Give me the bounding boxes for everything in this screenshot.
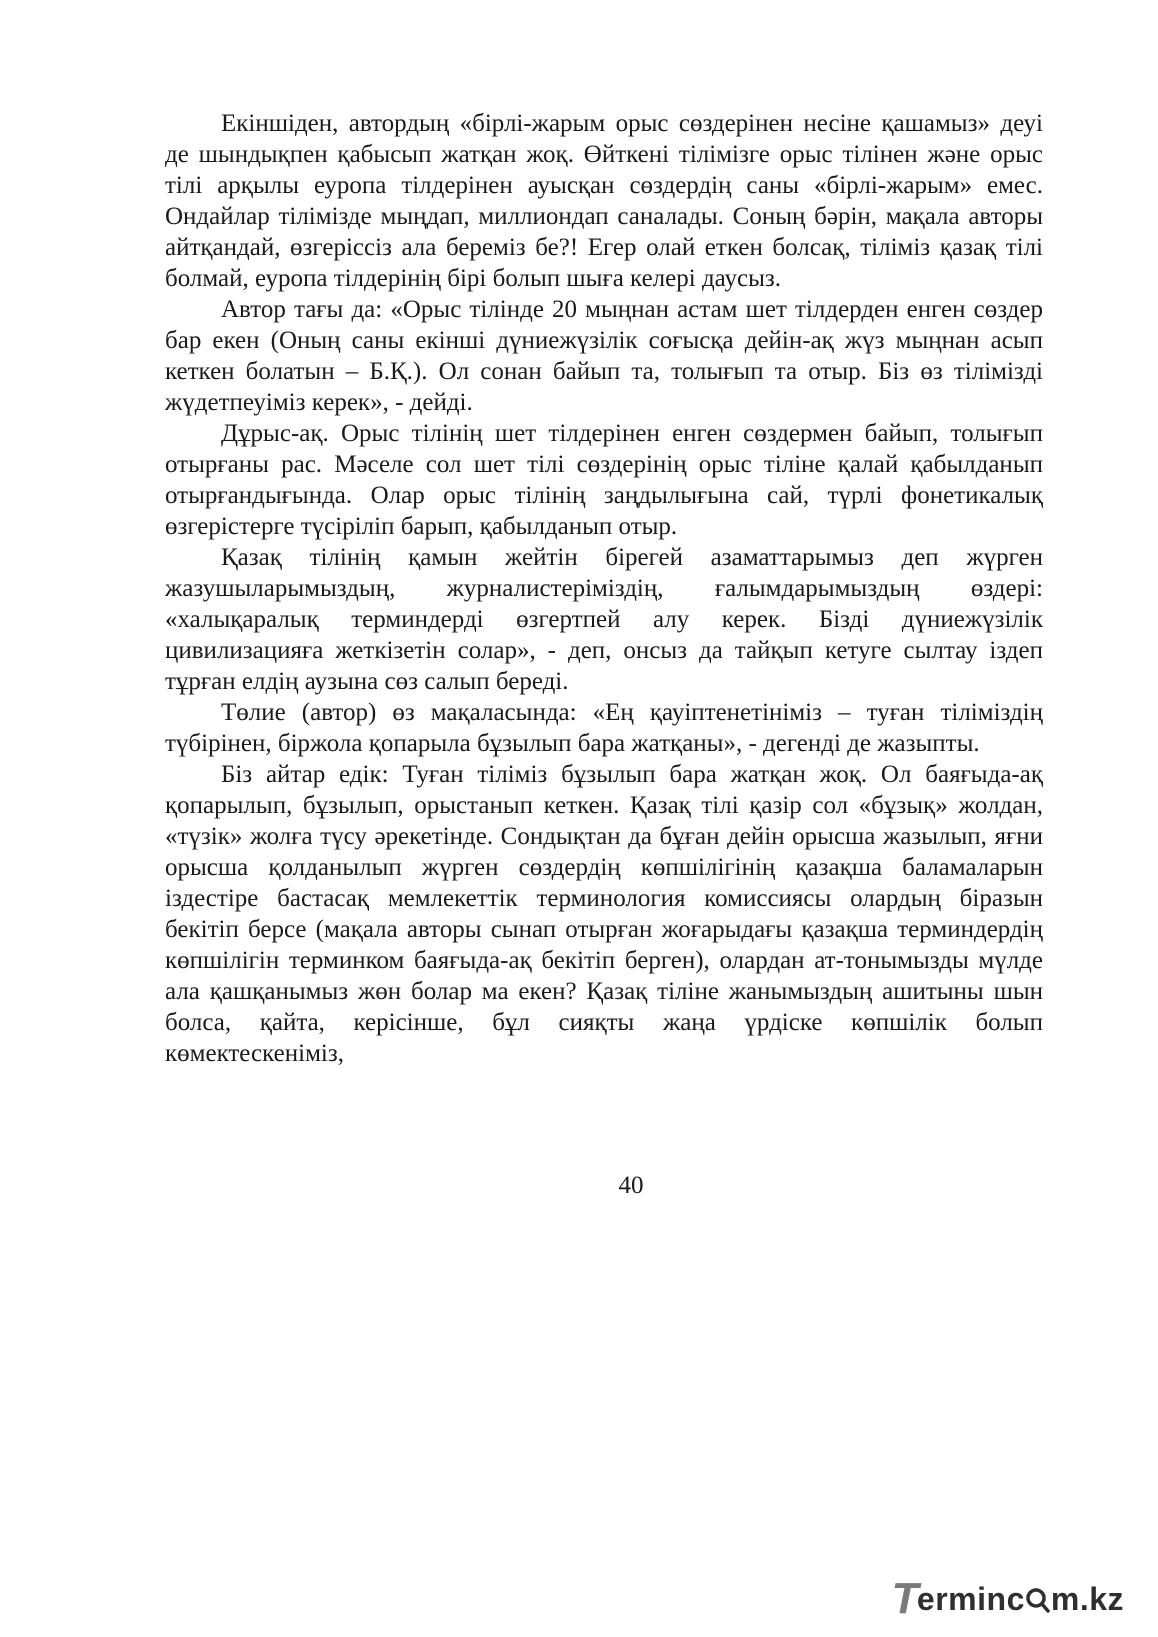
paragraph-2: Автор тағы да: «Орыс тілінде 20 мыңнан астам шет тілдерден енген сөздер бар екен (Оның саны екінші дүниежүзілік соғысқа дейін-ақ жүз мыңнан асып кеткен болатын – Б.Қ.). Ол сонан байып та, толығып та отыр. Біз өз тілімізді жүдетпеуіміз керек», - дейді. — [165, 296, 1043, 416]
watermark-logo — [892, 1575, 1124, 1623]
magnifier-icon — [1025, 1584, 1051, 1614]
paragraph-1: Екіншіден, автордың «бірлі-жарым орыс сөздерінен несіне қашамыз» деуі де шындықпен қабысып жатқан жоқ. Өйткені тілімізге орыс тілінен және орыс тілі арқылы еуропа тілдерінен ауысқан сөздердің саны «бірлі-жарым» емес. Ондайлар тілімізде мыңдап, миллиондап саналады. Соның бәрін, мақала авторы айтқандай, өзгеріссіз ала береміз бе?! Егер олай еткен болсақ, тіліміз қазақ тілі болмай, еуропа тілдерінің бірі болып шыға келері даусыз. — [165, 110, 1043, 292]
document-body — [165, 108, 1043, 1069]
watermark-text-middle: erminc — [916, 1580, 1025, 1617]
paragraph-5: Төлие (автор) өз мақаласында: «Ең қауіптенетініміз – туған тіліміздің түбірінен, біржола қопарыла бұзылып бара жатқаны», - дегенді де жазыпты. — [165, 699, 1043, 757]
page-number: 40 — [618, 1172, 644, 1199]
watermark-text-suffix: m.kz — [1050, 1580, 1124, 1617]
watermark-t-letter: T — [891, 1574, 919, 1623]
paragraph-3: Дұрыс-ақ. Орыс тілінің шет тілдерінен енген сөздермен байып, толығып отырғаны рас. Мәселе сол шет тілі сөздерінің орыс тіліне қалай қабылданып отырғандығында. Олар орыс тілінің заңдылығына сай, түрлі фонетикалық өзгерістерге түсіріліп барып, қабылданып отыр. — [165, 420, 1043, 540]
paragraph-6: Біз айтар едік: Туған тіліміз бұзылып бара жатқан жоқ. Ол баяғыда-ақ қопарылып, бұзылып, орыстанып кеткен. Қазақ тілі қазір сол «бұзық» жолдан, «түзік» жолға түсу әрекетінде. Сондықтан да бұған дейін орысша жазылып, яғни орысша қолданылып жүрген сөздердің көпшілігінің қазақша баламаларын іздестіре бастасақ мемлекеттік терминология комиссиясы олардың біразын бекітіп берсе (мақала авторы сынап отырған жоғарыдағы қазақша терминдердің көпшілігін терминком баяғыда-ақ бекітіп берген), олардан ат-тонымызды мүлде ала қашқанымыз жөн болар ма екен? Қазақ тіліне жанымыздың ашитыны шын болса, қайта, керісінше, бұл сияқты жаңа үрдіске көпшілік болып көмектескеніміз, — [165, 761, 1043, 1067]
paragraph-4: Қазақ тілінің қамын жейтін бірегей азаматтарымыз деп жүрген жазушыларымыздың, журналистеріміздің, ғалымдарымыздың өздері: «халықаралық терминдерді өзгертпей алу керек. Бізді дүниежүзілік цивилизацияға жеткізетін солар», - деп, онсыз да тайқып кетуге сылтау іздеп тұрған елдің аузына сөз салып береді. — [165, 544, 1043, 695]
